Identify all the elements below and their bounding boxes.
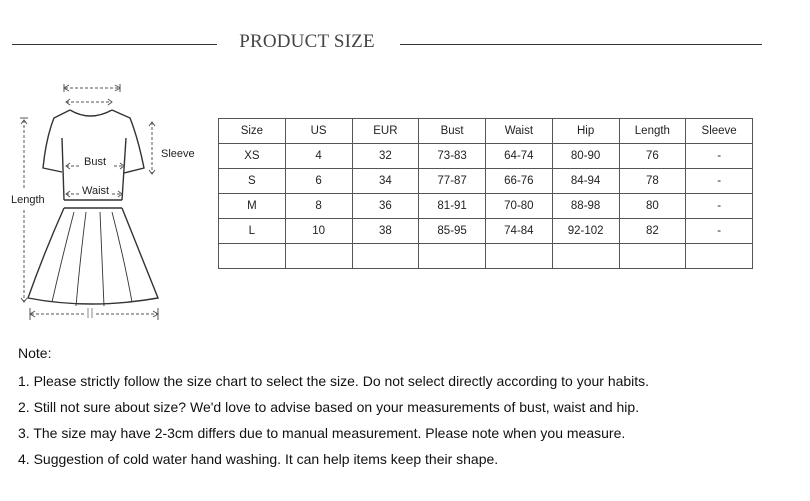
table-cell: 82 — [619, 219, 686, 244]
table-cell — [552, 244, 619, 269]
table-cell: 74-84 — [486, 219, 553, 244]
table-cell — [619, 244, 686, 269]
table-cell: 66-76 — [486, 169, 553, 194]
table-header-row — [219, 119, 753, 144]
table-row — [219, 219, 753, 244]
table-cell: S — [219, 169, 286, 194]
table-cell: - — [686, 194, 753, 219]
table-cell: 85-95 — [419, 219, 486, 244]
column-header: Size — [219, 119, 286, 144]
notes-title: Note: — [18, 345, 52, 361]
table-cell: M — [219, 194, 286, 219]
shoulder-dimension — [64, 84, 120, 92]
table-cell: 92-102 — [552, 219, 619, 244]
column-header: EUR — [352, 119, 419, 144]
notes-section — [18, 345, 808, 472]
table-cell: 6 — [285, 169, 352, 194]
length-dimension — [20, 118, 28, 302]
dress-diagram — [0, 78, 215, 328]
column-header: US — [285, 119, 352, 144]
table-cell: 77-87 — [419, 169, 486, 194]
table-cell — [419, 244, 486, 269]
table-cell: - — [686, 144, 753, 169]
sleeve-dimension — [149, 122, 155, 174]
table-cell: 34 — [352, 169, 419, 194]
table-cell: - — [686, 219, 753, 244]
table-cell: 64-74 — [486, 144, 553, 169]
table-cell — [285, 244, 352, 269]
table-row — [219, 169, 753, 194]
table-cell: 80-90 — [552, 144, 619, 169]
waist-label: Waist — [82, 185, 110, 197]
table-cell: 38 — [352, 219, 419, 244]
table-cell: 84-94 — [552, 169, 619, 194]
table-cell: 8 — [285, 194, 352, 219]
neck-dimension — [66, 99, 112, 105]
column-header: Sleeve — [686, 119, 753, 144]
section-header — [0, 28, 810, 62]
table-cell — [219, 244, 286, 269]
table-cell — [486, 244, 553, 269]
header-rule-left — [12, 44, 217, 45]
table-cell: 32 — [352, 144, 419, 169]
table-cell: 88-98 — [552, 194, 619, 219]
table-cell — [686, 244, 753, 269]
table-row — [219, 194, 753, 219]
hem-dimension — [30, 308, 158, 320]
table-cell: 76 — [619, 144, 686, 169]
table-cell: 4 — [285, 144, 352, 169]
column-header: Bust — [419, 119, 486, 144]
note-item: 4. Suggestion of cold water hand washing. It can help items keep their shape. — [18, 451, 499, 467]
table-cell: 81-91 — [419, 194, 486, 219]
header-rule-right — [400, 44, 762, 45]
table-cell: 36 — [352, 194, 419, 219]
page-title: PRODUCT SIZE — [239, 31, 375, 52]
column-header: Waist — [486, 119, 553, 144]
column-header: Length — [619, 119, 686, 144]
dress-outline — [28, 110, 158, 306]
table-row — [219, 244, 753, 269]
table-cell: 73-83 — [419, 144, 486, 169]
note-item: 2. Still not sure about size? We'd love to advise based on your measurements of bust, waist and hip. — [18, 399, 640, 415]
table-cell: 80 — [619, 194, 686, 219]
length-label: Length — [11, 194, 45, 206]
table-cell: 78 — [619, 169, 686, 194]
bust-label: Bust — [84, 156, 107, 168]
table-row — [219, 144, 753, 169]
sleeve-label: Sleeve — [161, 148, 195, 160]
note-item: 1. Please strictly follow the size chart to select the size. Do not select directly according to your habits. — [18, 373, 650, 389]
table-cell: XS — [219, 144, 286, 169]
size-table — [218, 118, 753, 269]
table-cell: L — [219, 219, 286, 244]
table-cell: - — [686, 169, 753, 194]
note-item: 3. The size may have 2-3cm differs due to manual measurement. Please note when you measure. — [18, 425, 626, 441]
table-cell: 70-80 — [486, 194, 553, 219]
column-header: Hip — [552, 119, 619, 144]
table-cell — [352, 244, 419, 269]
notes-list — [18, 368, 808, 472]
table-cell: 10 — [285, 219, 352, 244]
